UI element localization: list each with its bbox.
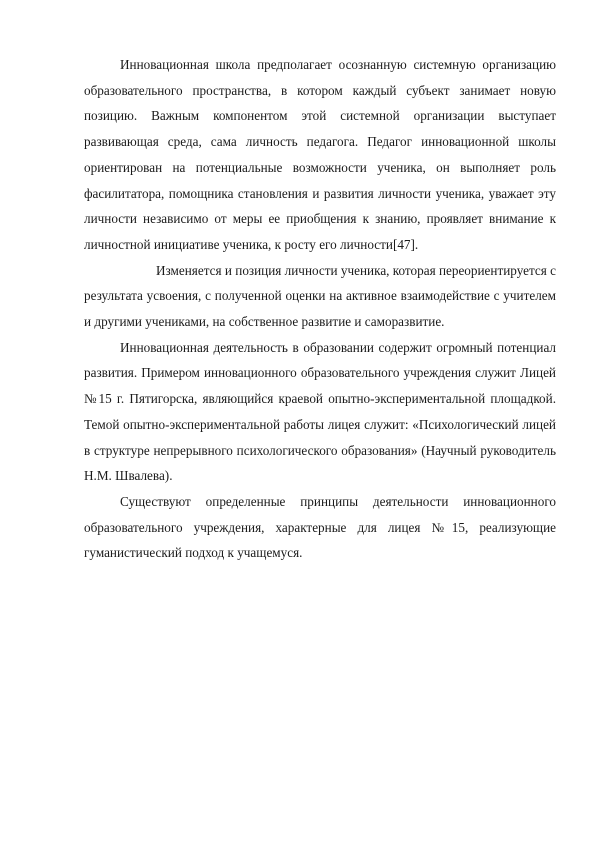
paragraph-innovative-school: Инновационная школа предполагает осознанную системную организацию образовательного пространства, в котором каждый субъект занимает новую позицию. Важным компонентом этой системной организации выступает развивающая среда, сама личность педагога. Педагог инновационной школы ориентирован на потенциальные возможности ученика, он выполняет роль фасилитатора, помощника становления и развития личности ученика, уважает эту личности независимо от меры ее приобщения к знанию, проявляет внимание к личностной инициативе ученика, к росту его личности[47]. xyxy=(84,57,556,252)
document-body xyxy=(84,52,556,566)
paragraph-principles: Существуют определенные принципы деятельности инновационного образовательного учреждения, характерные для лицея №15, реализующие гуманистический подход к учащемуся. xyxy=(84,493,556,561)
paragraph-innovative-activity: Инновационная деятельность в образовании содержит огромный потенциал развития. Примером инновационного образовательного учреждения служит Лицей №15 г. Пятигорска, являющийся краевой опытно-экспериментальной площадкой. Темой опытно-экспериментальной работы лицея служит: «Психологический лицей в структуре непрерывного психологического образования» (Научный руководитель Н.М. Швалева). xyxy=(84,339,556,484)
paragraph-student-position: Изменяется и позиция личности ученика, которая переориентируется с результата усвоения, с полученной оценки на активное взаимодействие с учителем и другими учениками, на собственное развитие и саморазвитие. xyxy=(84,262,556,330)
